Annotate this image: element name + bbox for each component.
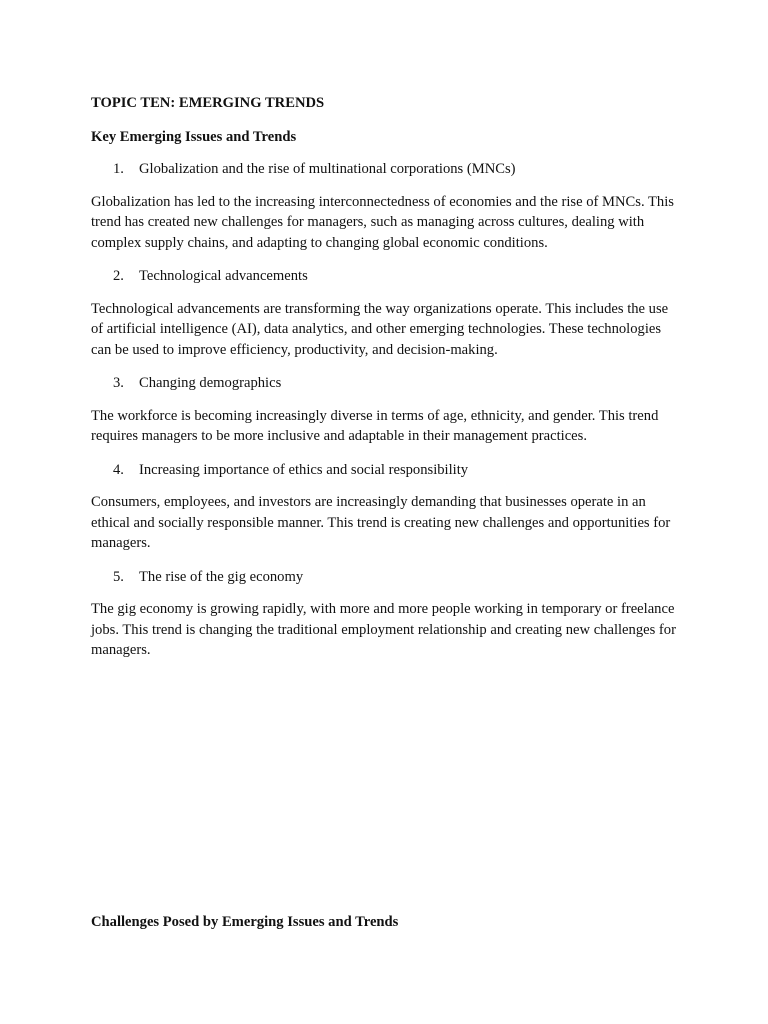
list-item-number: 4.	[113, 461, 124, 478]
topic-title: TOPIC TEN: EMERGING TRENDS	[91, 95, 325, 111]
list-item-number: 2.	[113, 268, 124, 284]
list-item-title: The rise of the gig economy	[139, 568, 304, 585]
list-item-title: Changing demographics	[139, 375, 282, 391]
paragraph: Technological advancements are transforming the way organizations operate. This includes the use of artificial intelligence (AI), data analytics, and other emerging technologies. These technologies can be used to improve efficiency, productivity, and decision-making.	[91, 300, 669, 358]
list-item-number: 5.	[113, 568, 124, 585]
list-item	[91, 373, 681, 394]
paragraph: The workforce is becoming increasingly diverse in terms of age, ethnicity, and gender. This trend requires managers to be more inclusive and adaptable in their management practices.	[91, 407, 659, 444]
list-item-number: 1.	[113, 161, 124, 177]
list-item-title: Increasing importance of ethics and social responsibility	[139, 461, 469, 478]
document-body	[91, 93, 681, 674]
list-item	[91, 159, 681, 180]
paragraph: Globalization has led to the increasing interconnectedness of economies and the rise of MNCs. This trend has created new challenges for managers, such as managing across cultures, dealing with complex supply chains, and adapting to changing global economic conditions.	[91, 193, 674, 251]
section-title-challenges: Challenges Posed by Emerging Issues and Trends	[91, 914, 399, 930]
section-title: Key Emerging Issues and Trends	[91, 128, 297, 145]
list-item	[91, 567, 681, 588]
list-item	[91, 460, 681, 481]
list-item-title: Technological advancements	[139, 268, 308, 284]
list-item-number: 3.	[113, 375, 124, 391]
paragraph: The gig economy is growing rapidly, with more and more people working in temporary or freelance jobs. This trend is changing the traditional employment relationship and creating new challenges for managers.	[91, 601, 676, 658]
paragraph: Consumers, employees, and investors are increasingly demanding that businesses operate in an ethical and socially responsible manner. This trend is creating new challenges and opportunities for managers.	[91, 494, 671, 551]
list-item	[91, 266, 681, 287]
list-item-title: Globalization and the rise of multinational corporations (MNCs)	[139, 161, 516, 177]
